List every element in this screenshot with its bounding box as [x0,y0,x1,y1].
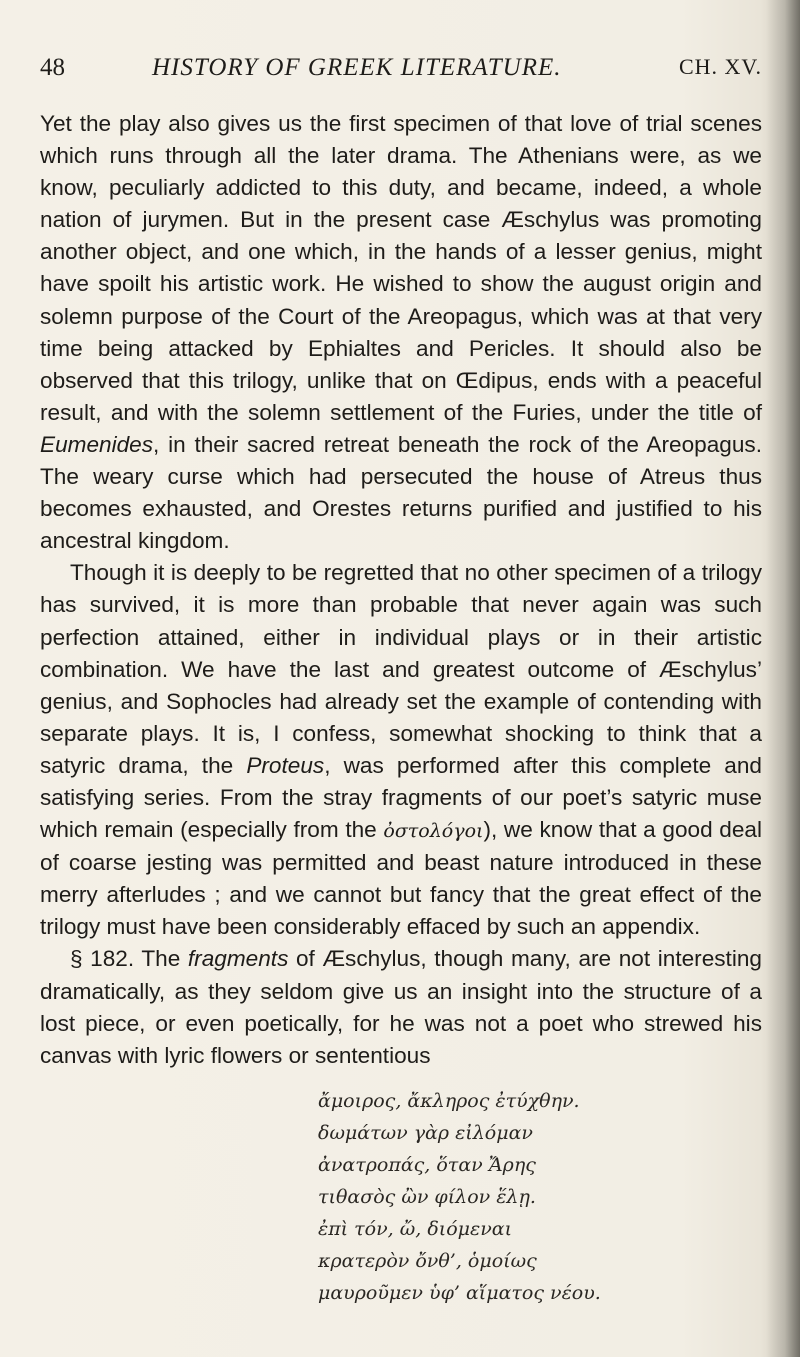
text-run: Though it is deeply to be regretted that no other specimen of a trilogy has survived, it is more than probable that never again was such perfection attained, either in individual plays or in their artistic combination. We have the last and greatest outcome of Æschylus’ genius, and Sophocles had already set the example of contending with separate plays. It is, I confess, somewhat shocking to think that a satyric drama, the [40,560,762,778]
paragraph-trilogy [40,557,762,943]
title-eumenides: Eumenides [40,431,154,457]
chapter-label: CH. XV. [678,54,762,79]
greek-title-ostologoi: ὀστολόγοι [383,820,484,843]
page-edge-shadow [766,0,800,1357]
verse-line: ἄμοιρος, ἄκληρος ἐτύχθην. [318,1090,580,1112]
verse-line: ἀνατροπάς, ὅταν Ἄρης [318,1154,536,1176]
text-run: , in their sacred retreat beneath the rock of the Areopagus. The weary curse which had persecuted the house of Atreus thus becomes exhausted, and Orestes returns purified and justified to his ancestral kingdom. [40,431,762,554]
page-header [40,50,762,90]
text-run: ), we know that a good deal of coarse jesting was permitted and beast nature introduced in these merry afterludes ; and we cannot but fancy that the great effect of the trilogy must have been considerably effaced by such an appendix. [40,817,763,940]
running-title: HISTORY OF GREEK LITERATURE. [152,54,562,81]
text-run: Yet the play also gives us the first specimen of that love of trial scenes which runs through all the later drama. The Athenians were, as we know, peculiarly addicted to this duty, and became, indeed, a whole nation of jurymen. But in the present case Æschylus was promoting another object, and one which, in the hands of a lesser genius, might have spoilt his artistic work. He wished to show the august origin and solemn purpose of the Court of the Areopagus, which was at that very time being attacked by Ephialtes and Pericles. It should also be observed that this trilogy, unlike that on Œdipus, ends with a peaceful result, and with the solemn settlement of the Furies, under the title of [40,111,762,425]
verse-line: ἐπὶ τόν, ὤ, διόμεναι [318,1218,513,1240]
section-marker: § 182. The [70,946,188,972]
greek-verse-quotation [318,1085,748,1309]
paragraph-fragments [40,943,762,1071]
title-proteus: Proteus [246,752,325,778]
verse-line: τιθασὸς ὢν φίλον ἕλῃ. [318,1186,536,1208]
page-number: 48 [40,54,65,81]
text-run: , was performed after this complete and satisfying series. From the stray fragments of our poet’s satyric muse which remain (especially from the [40,752,762,843]
paragraph-trial-scenes [40,108,762,557]
term-fragments: fragments [187,946,289,972]
body-text [40,108,762,1072]
verse-line: κρατερὸν ὄνθ’, ὁμοίως [318,1250,537,1272]
text-run: of Æschylus, though many, are not interesting dramatically, as they seldom give us an insight into the structure of a lost piece, or even poetically, for he was not a poet who strewed his canvas with lyric flowers or sententious [40,946,762,1068]
verse-line: μαυροῦμεν ὑφ’ αἵματος νέου. [318,1282,601,1304]
verse-line: δωμάτων γὰρ εἰλόμαν [318,1122,533,1144]
